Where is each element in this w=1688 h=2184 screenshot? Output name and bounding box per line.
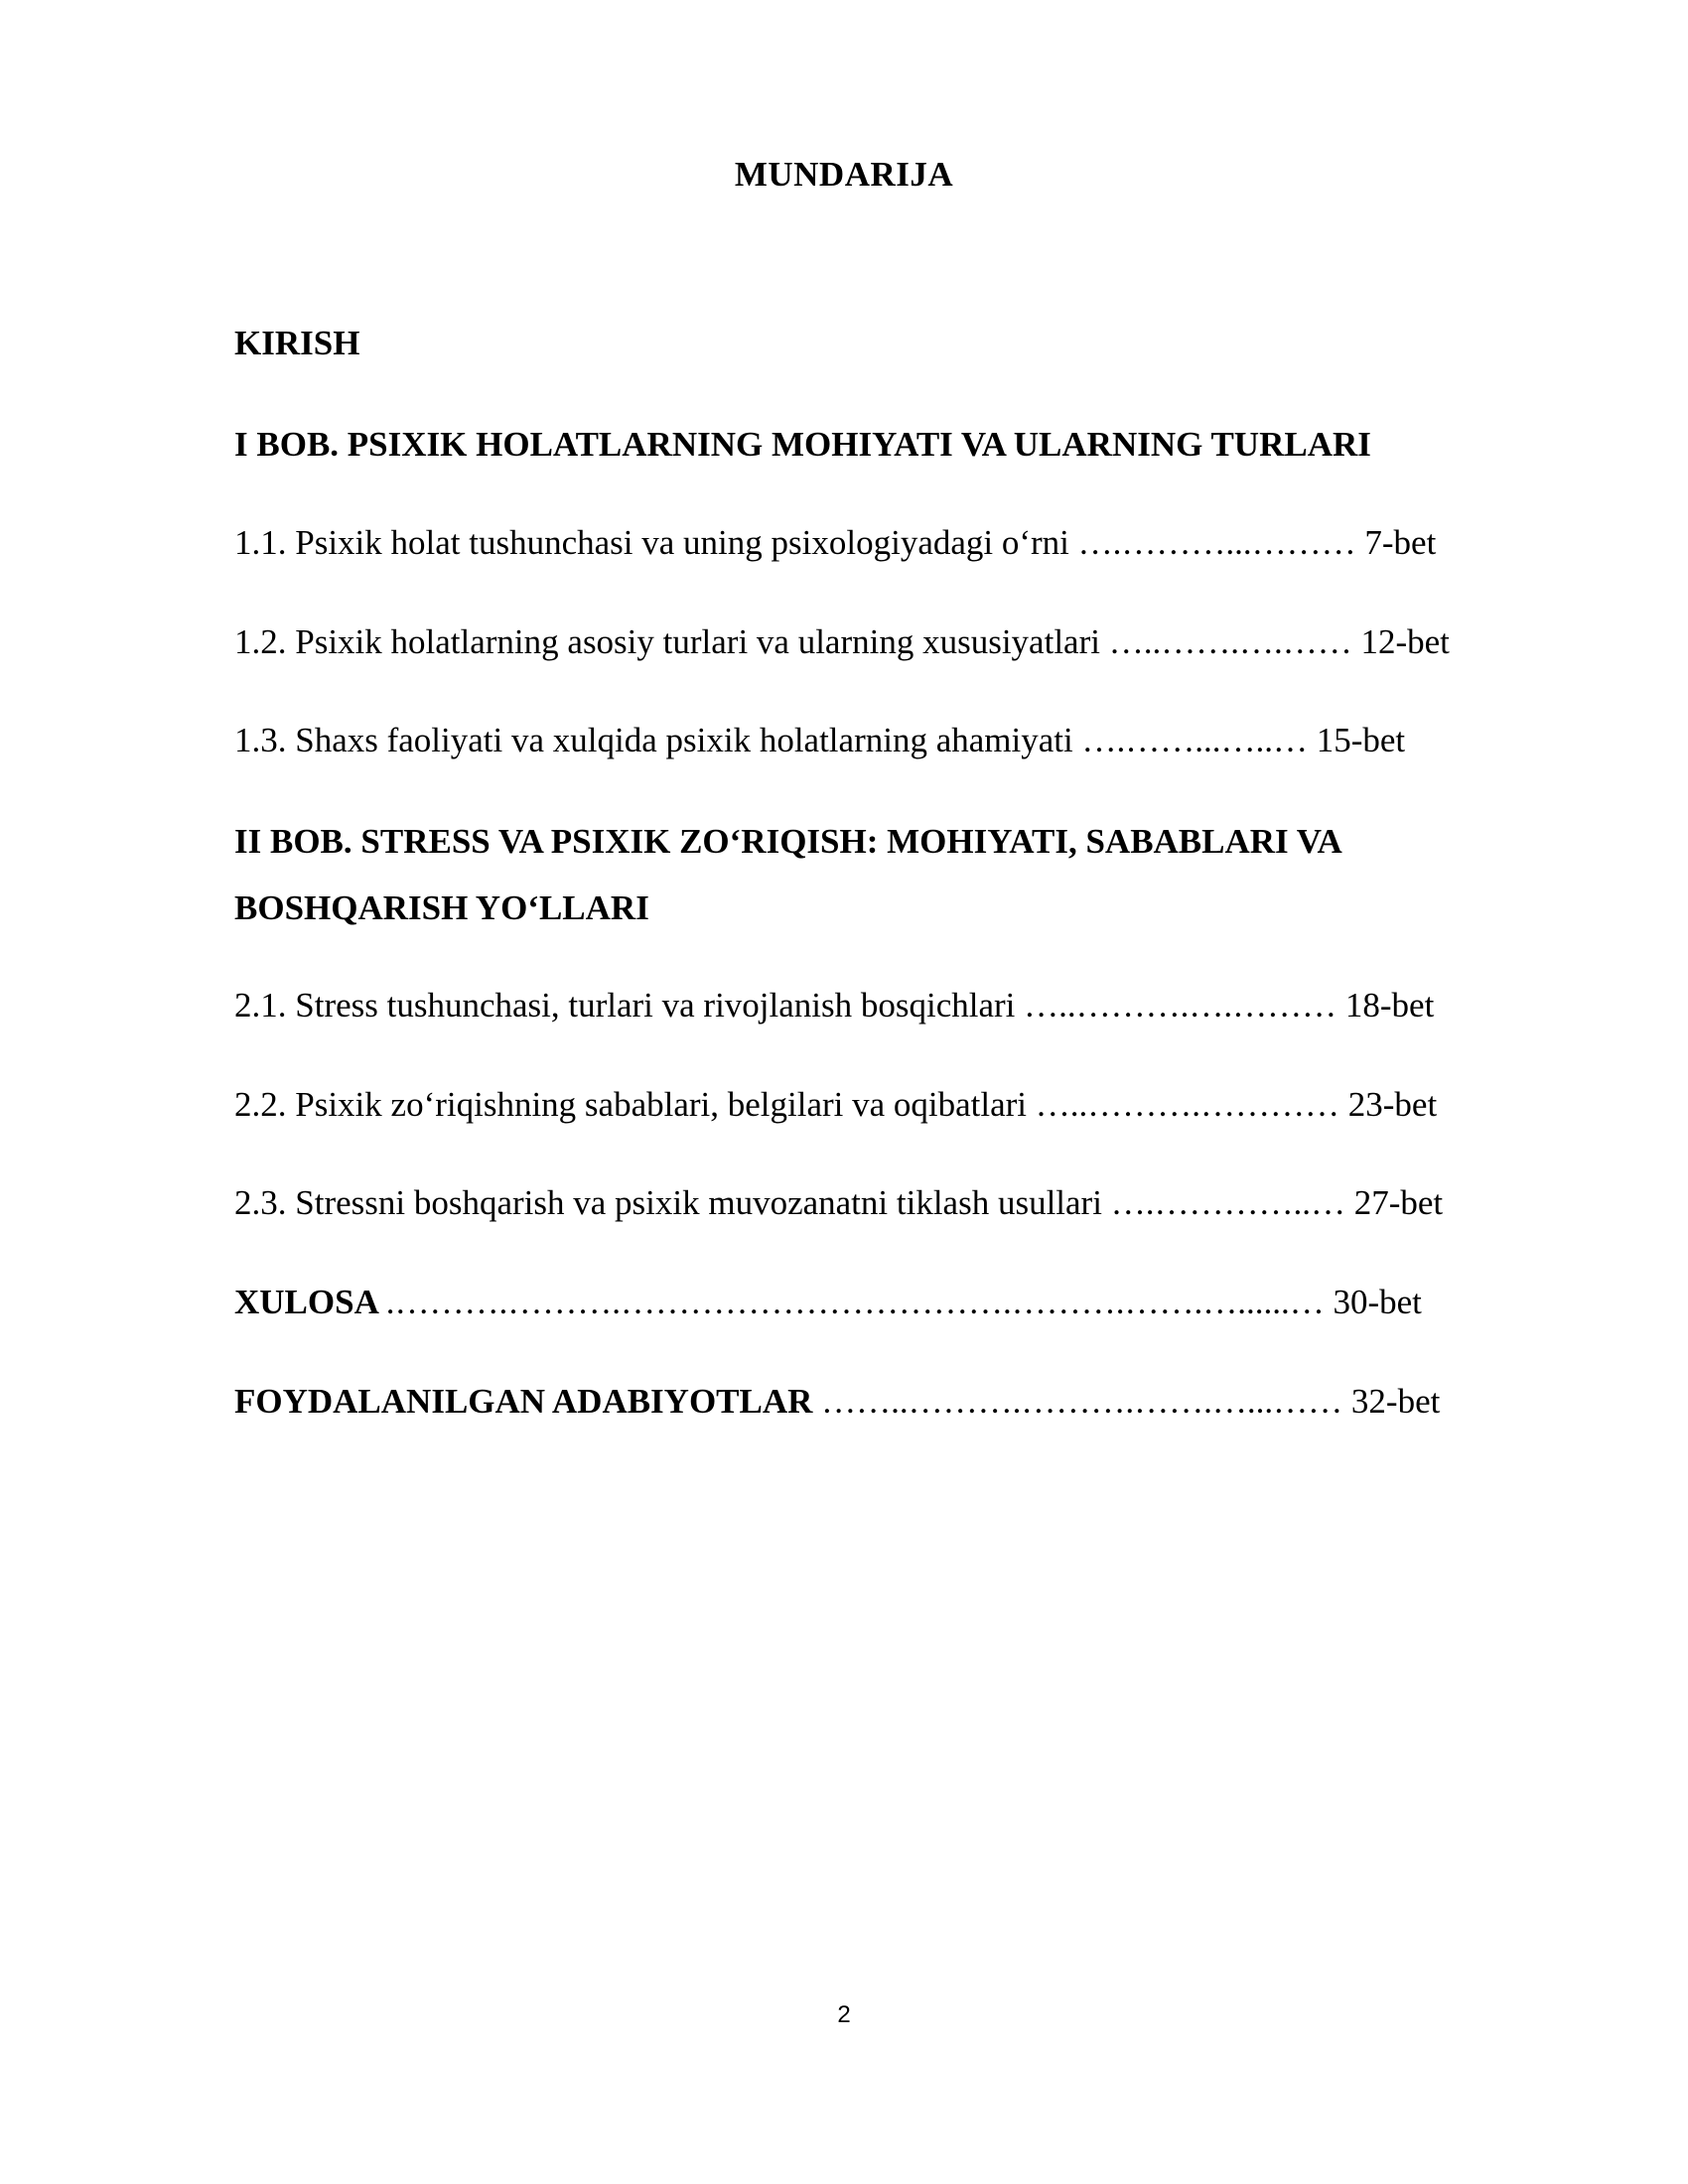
toc-entry-1-1[interactable] (234, 521, 1436, 565)
toc-page-ref: 15-bet (1316, 721, 1406, 759)
toc-entry-label: KIRISH (234, 324, 360, 362)
toc-page-ref: 18-bet (1344, 986, 1435, 1024)
toc-leader-dots: ……..……….……….…….…...…… (821, 1382, 1343, 1421)
toc-entry-label: 2.1. Stress tushunchasi, turlari va rivojlanish bosqichlari (234, 986, 1016, 1024)
toc-entry-label: 2.3. Stressni boshqarish va psixik muvozanatni tiklash usullari (234, 1183, 1102, 1222)
toc-page-ref: 12-bet (1360, 622, 1450, 661)
toc-leader-dots: .……….……….…………………………….……….…….…......… (385, 1283, 1325, 1321)
toc-entry-label: 1.1. Psixik holat tushunchasi va uning psixologiyadagi o‘rni (234, 523, 1069, 562)
toc-leader-dots: ….…………..… (1110, 1183, 1345, 1222)
page-number: 2 (837, 2001, 851, 2028)
toc-page-ref: 30-bet (1333, 1283, 1422, 1321)
page-title: MUNDARIJA (734, 155, 954, 194)
toc-entry-intro[interactable] (234, 322, 359, 365)
toc-page-ref: 7-bet (1364, 523, 1437, 562)
toc-entry-2-2[interactable] (234, 1083, 1437, 1127)
toc-entry-conclusion[interactable] (234, 1281, 1422, 1324)
toc-leader-dots: …..……….………… (1035, 1085, 1340, 1124)
toc-chapter-2-heading-line2[interactable]: BOSHQARISH YO‘LLARI (234, 888, 649, 927)
toc-page-ref: 27-bet (1353, 1183, 1444, 1222)
toc-entry-label: XULOSA (234, 1283, 377, 1321)
toc-entry-label: 1.3. Shaxs faoliyati va xulqida psixik holatlarning ahamiyati (234, 721, 1073, 759)
toc-leader-dots: …..……….….……… (1024, 986, 1337, 1024)
toc-entry-2-1[interactable] (234, 984, 1434, 1027)
toc-entry-references[interactable] (234, 1380, 1440, 1424)
toc-chapter-2-heading-line1[interactable]: II BOB. STRESS VA PSIXIK ZO‘RIQISH: MOHIYATI, SABABLARI VA (234, 822, 1342, 861)
toc-leader-dots: …..…….….…… (1108, 622, 1352, 661)
toc-entry-1-3[interactable] (234, 719, 1405, 762)
toc-entry-label: FOYDALANILGAN ADABIYOTLAR (234, 1382, 813, 1421)
toc-entry-1-2[interactable] (234, 620, 1450, 664)
toc-page-ref: 23-bet (1347, 1085, 1438, 1124)
toc-entry-2-3[interactable] (234, 1181, 1443, 1225)
toc-entry-label: 1.2. Psixik holatlarning asosiy turlari va ularning xususiyatlari (234, 622, 1100, 661)
toc-leader-dots: ….………...……… (1077, 523, 1356, 562)
toc-entry-label: 2.2. Psixik zo‘riqishning sabablari, belgilari va oqibatlari (234, 1085, 1028, 1124)
toc-leader-dots: ….……...…..… (1081, 721, 1308, 759)
toc-chapter-1-heading[interactable]: I BOB. PSIXIK HOLATLARNING MOHIYATI VA ULARNING TURLARI (234, 425, 1371, 464)
toc-page-ref: 32-bet (1350, 1382, 1441, 1421)
